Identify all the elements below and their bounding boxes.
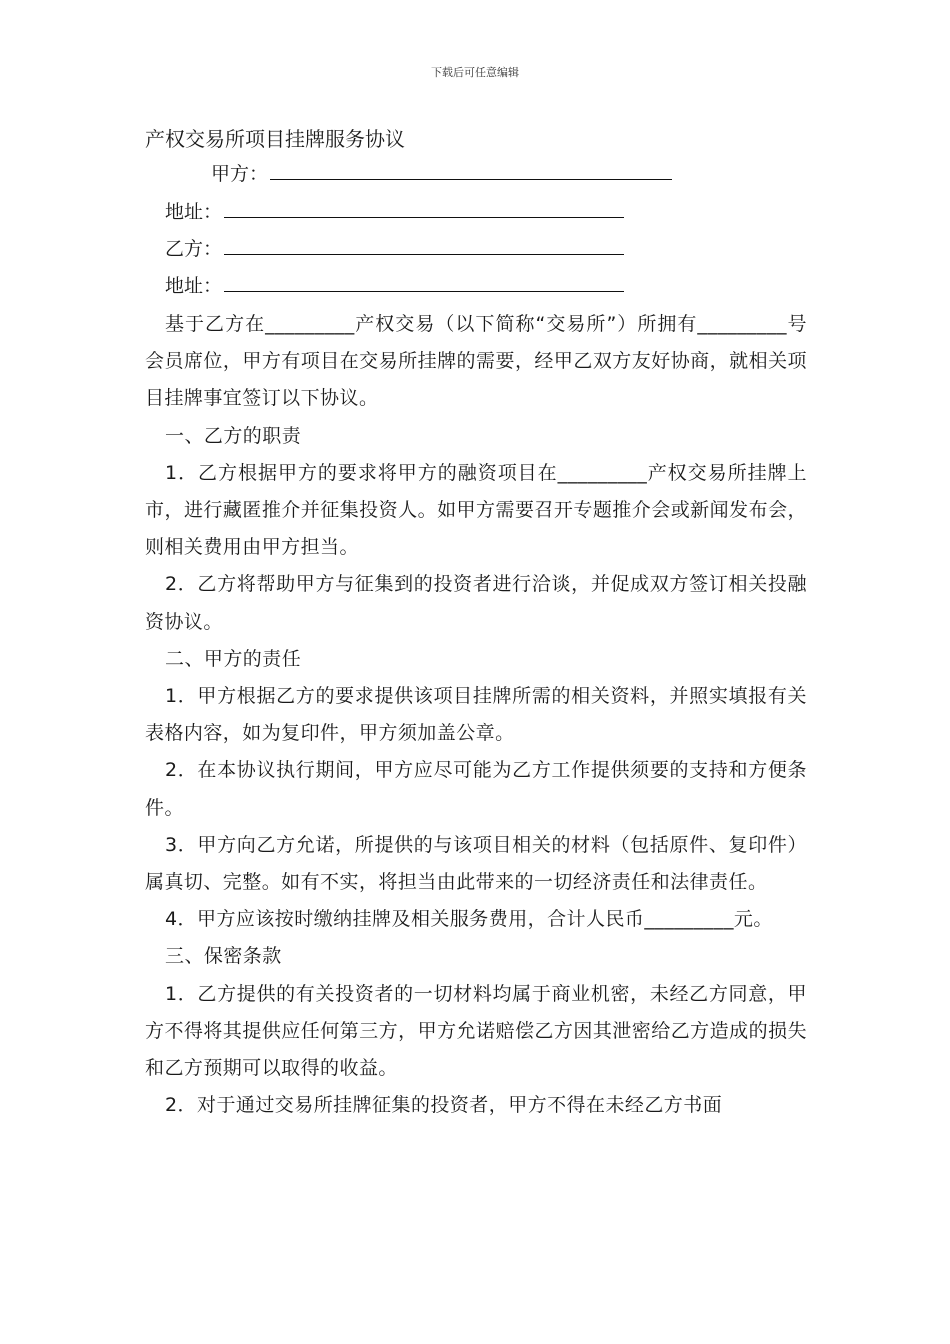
party-b-field bbox=[165, 234, 624, 262]
address-b-label: 地址： bbox=[165, 275, 223, 297]
section-1-clause-1: 1．乙方根据甲方的要求将甲方的融资项目在_________产权交易所挂牌上市，进行藏匿推介并征集投资人。如甲方需要召开专题推介会或新闻发布会，则相关费用由甲方担当。 bbox=[145, 461, 807, 559]
document-title: 产权交易所项目挂牌服务协议 bbox=[145, 127, 405, 151]
party-a-blank-line bbox=[270, 159, 672, 180]
agreement-body bbox=[145, 306, 807, 1124]
party-b-label: 乙方： bbox=[165, 238, 223, 260]
address-b-blank-line bbox=[224, 271, 624, 292]
party-a-field bbox=[211, 159, 672, 187]
section-2-heading: 二、甲方的责任 bbox=[165, 647, 302, 670]
party-b-blank-line bbox=[224, 234, 624, 255]
section-1-clause-2: 2．乙方将帮助甲方与征集到的投资者进行洽谈，并促成双方签订相关投融资协议。 bbox=[145, 573, 807, 633]
section-2-clause-4: 4．甲方应该按时缴纳挂牌及相关服务费用，合计人民币_________元。 bbox=[165, 908, 773, 931]
address-a-blank-line bbox=[224, 197, 624, 218]
section-3-clause-1: 1．乙方提供的有关投资者的一切材料均属于商业机密，未经乙方同意，甲方不得将其提供应任何第三方，甲方允诺赔偿乙方因其泄密给乙方造成的损失和乙方预期可以取得的收益。 bbox=[145, 982, 807, 1080]
address-b-field bbox=[165, 271, 624, 299]
section-1-heading: 一、乙方的职责 bbox=[165, 424, 302, 447]
section-2-clause-1: 1．甲方根据乙方的要求提供该项目挂牌所需的相关资料，并照实填报有关表格内容，如为复印件，甲方须加盖公章。 bbox=[145, 685, 807, 745]
party-a-label: 甲方： bbox=[211, 163, 269, 185]
section-2-clause-3: 3．甲方向乙方允诺，所提供的与该项目相关的材料（包括原件、复印件）属真切、完整。如有不实，将担当由此带来的一切经济责任和法律责任。 bbox=[145, 833, 807, 894]
section-3-clause-2: 2．对于通过交易所挂牌征集的投资者，甲方不得在未经乙方书面 bbox=[165, 1094, 723, 1117]
address-a-label: 地址： bbox=[165, 201, 223, 223]
section-3-heading: 三、保密条款 bbox=[165, 945, 282, 968]
intro-paragraph: 基于乙方在_________产权交易（以下简称“交易所”）所拥有_________号会员席位，甲方有项目在交易所挂牌的需要，经甲乙双方友好协商，就相关项目挂牌事宜签订以下协议。 bbox=[145, 313, 807, 410]
header-note: 下载后可任意编辑 bbox=[431, 66, 519, 79]
address-a-field bbox=[165, 197, 624, 225]
section-2-clause-2: 2．在本协议执行期间，甲方应尽可能为乙方工作提供须要的支持和方便条件。 bbox=[145, 759, 807, 819]
